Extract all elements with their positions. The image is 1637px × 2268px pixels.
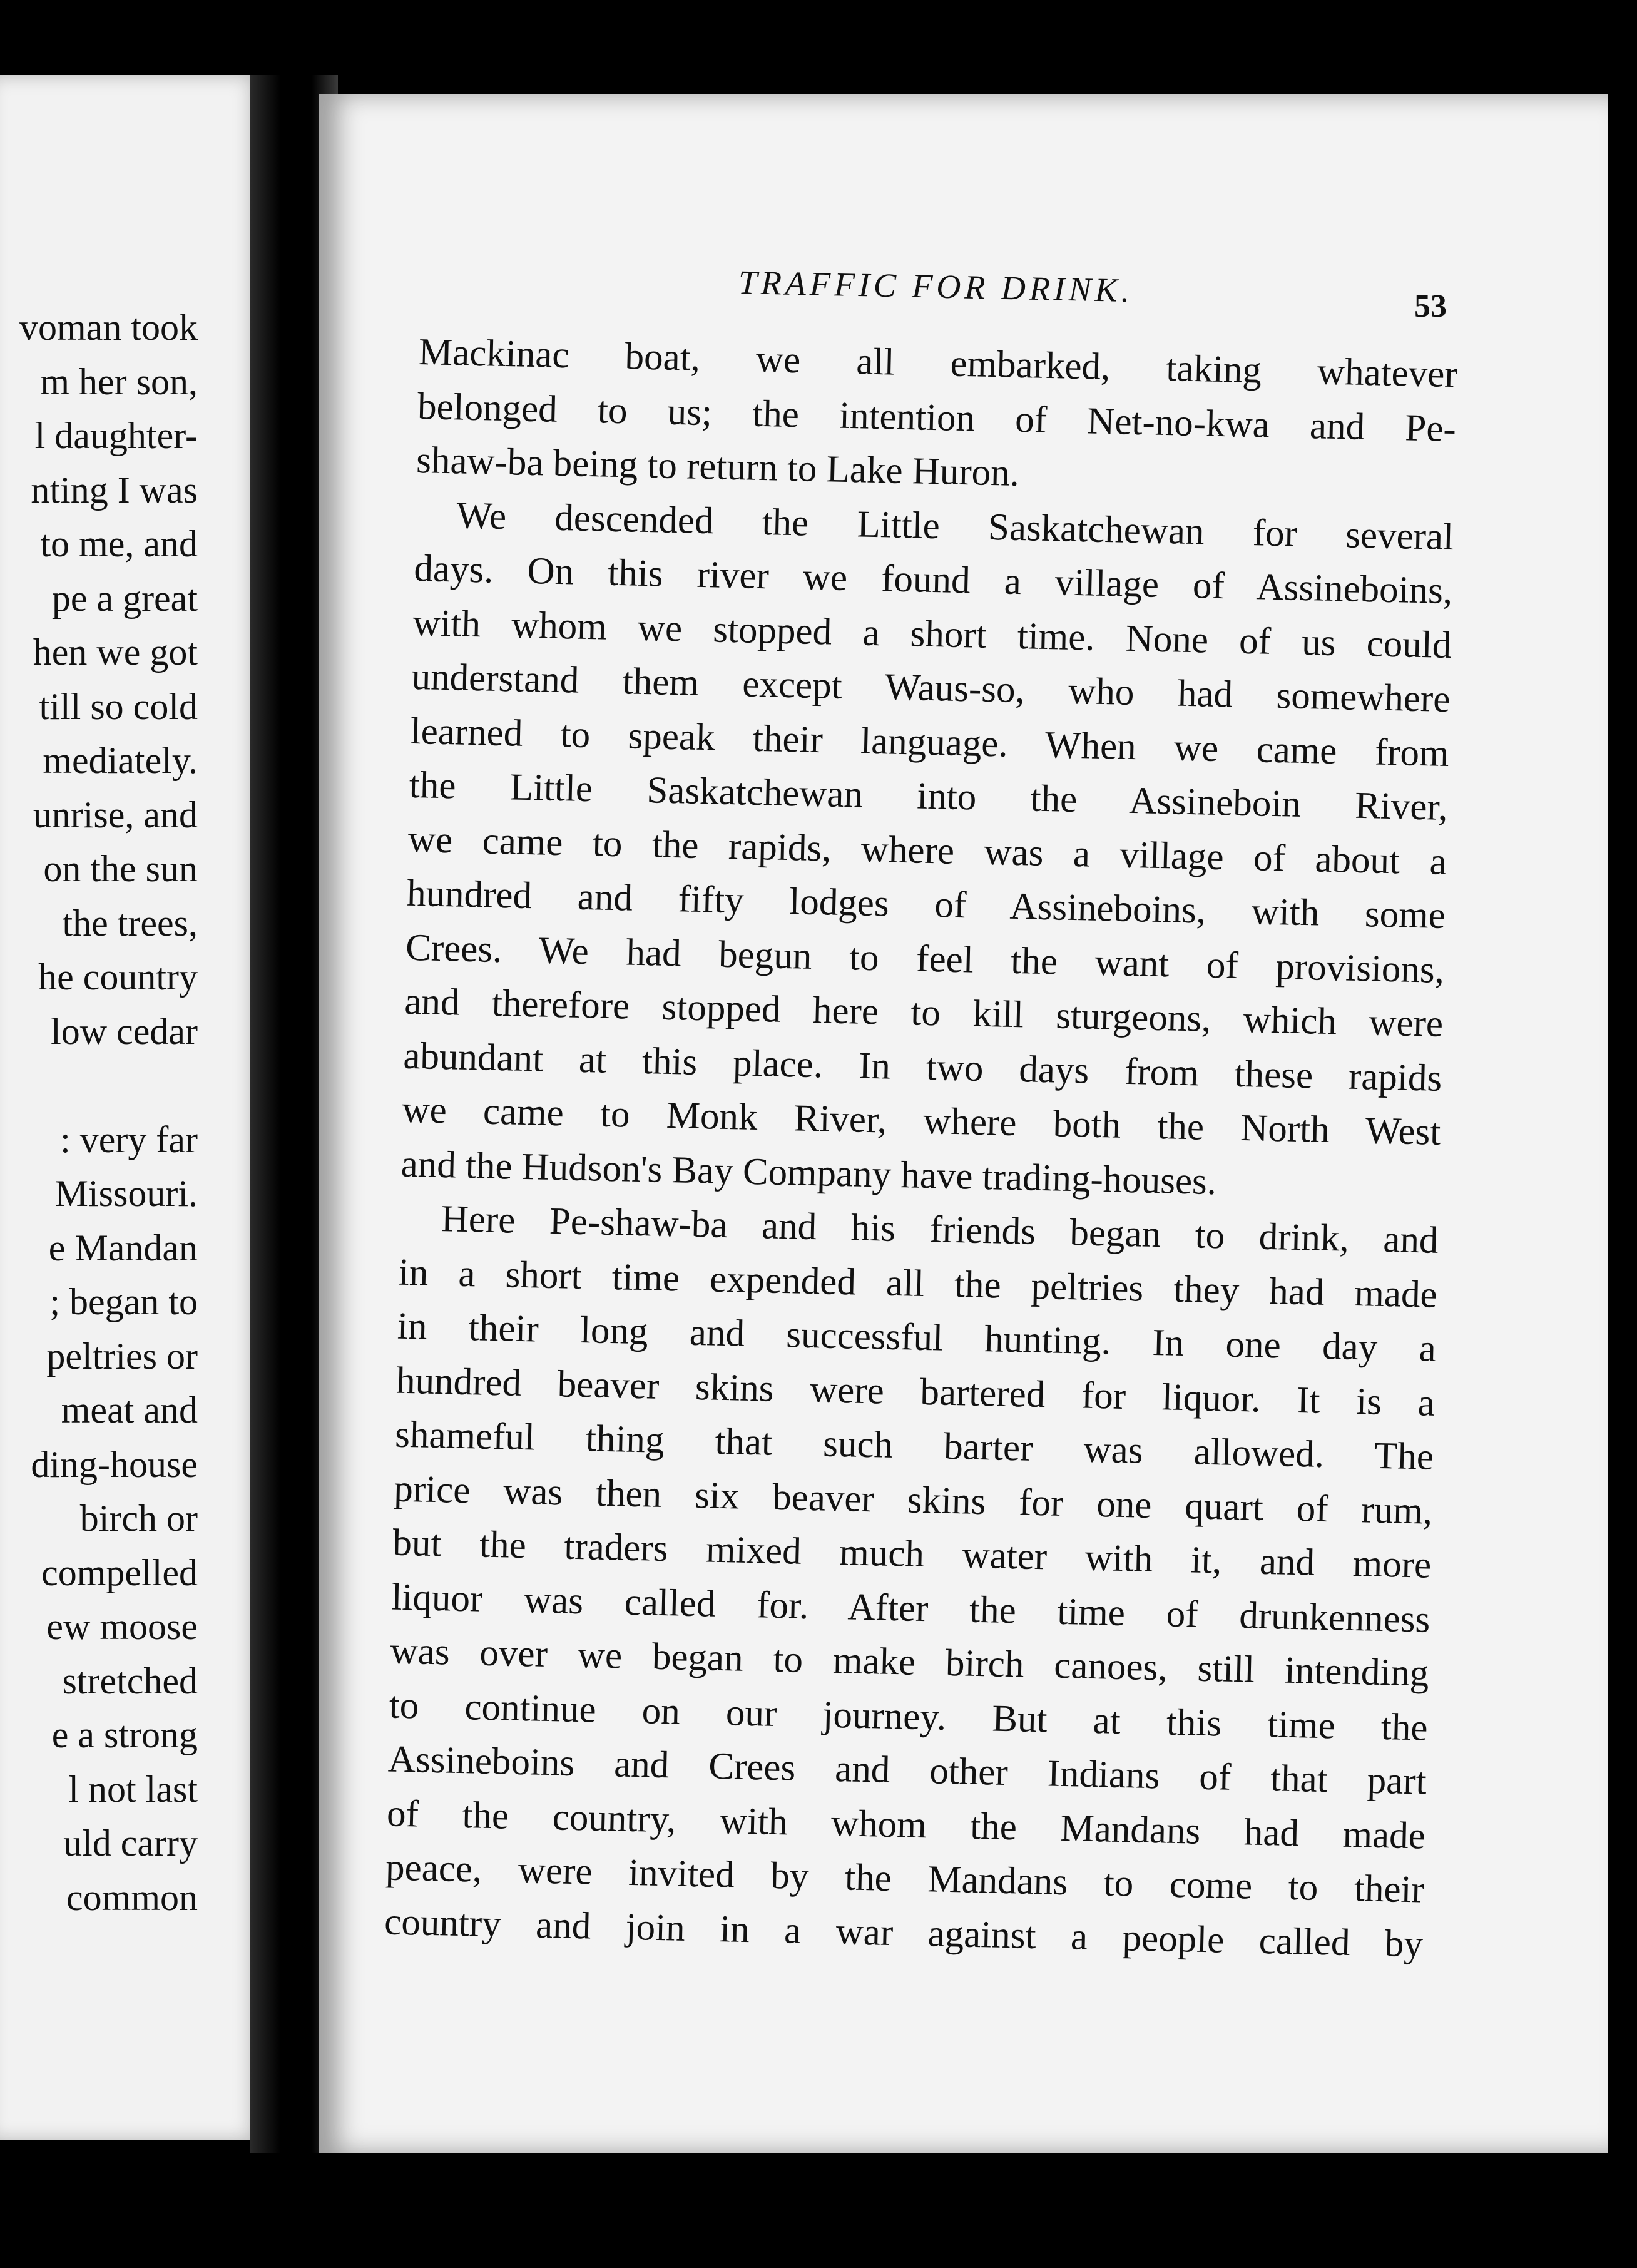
text-line: of the country, with whom the Mandans had made: [386, 1792, 1426, 1857]
left-page-line: meat and: [61, 1389, 198, 1431]
text-line: Assineboins and Crees and other Indians of that part: [387, 1738, 1427, 1803]
left-page-line: l daughter-: [34, 415, 198, 456]
left-page-line: e a strong: [51, 1714, 198, 1755]
page-number: 53: [1414, 289, 1447, 324]
left-page: [0, 75, 263, 2140]
scan-frame-bottom: [0, 2153, 1637, 2268]
text-line: country and join in a war against a people called by: [384, 1900, 1424, 1966]
running-head: TRAFFIC FOR DRINK.: [738, 263, 1134, 310]
left-page-line: compelled: [41, 1551, 198, 1593]
left-page-line: low cedar: [51, 1010, 198, 1052]
left-page-line: unrise, and: [33, 794, 198, 835]
text-line: to continue on our journey. But at this time the: [389, 1683, 1429, 1749]
left-page-line: common: [66, 1876, 198, 1918]
left-page-line: stretched: [62, 1660, 198, 1702]
left-page-line: ew moose: [46, 1606, 198, 1647]
text-line: hundred beaver skins were bartered for liquor. It is a: [395, 1359, 1436, 1424]
right-page: [319, 94, 1608, 2153]
left-page-line: m her son,: [40, 360, 198, 402]
text-line: was over we began to make birch canoes, still intending: [390, 1630, 1430, 1695]
left-page-line: e Mandan: [48, 1227, 198, 1269]
text-line: we came to Monk River, where both the North West: [401, 1088, 1441, 1153]
text-line: in their long and successful hunting. In one day a: [397, 1305, 1437, 1370]
text-line: shaw-ba being to return to Lake Huron.: [416, 439, 1020, 494]
left-page-line: mediately.: [43, 740, 198, 781]
left-page-line: to me, and: [40, 523, 198, 564]
left-page-line: voman took: [19, 307, 198, 348]
left-page-line: peltries or: [46, 1335, 198, 1377]
left-page-line: birch or: [79, 1498, 198, 1539]
text-line: with whom we stopped a short time. None of us could: [412, 601, 1452, 667]
text-line: we came to the rapids, where was a village of about a: [407, 818, 1447, 883]
left-page-line: Missouri.: [54, 1173, 198, 1214]
text-line: hundred and fifty lodges of Assineboins, with some: [406, 872, 1446, 937]
scan-frame-top: [0, 0, 1637, 56]
body-text: [384, 325, 1457, 1972]
text-line: belonged to us; the intention of Net-no-kwa and Pe-: [417, 385, 1457, 450]
left-page-line: : very far: [60, 1118, 198, 1160]
left-page-line: uld carry: [63, 1822, 198, 1864]
text-line: and the Hudson's Bay Company have trading-houses.: [400, 1143, 1217, 1203]
left-page-line: pe a great: [51, 577, 198, 619]
left-page-line: till so cold: [39, 685, 198, 727]
text-line: the Little Saskatchewan into the Assineboin River,: [409, 764, 1449, 829]
text-line: Mackinac boat, we all embarked, taking whatever: [418, 330, 1458, 396]
text-line: Here Pe-shaw-ba and his friends began to drink, and: [441, 1198, 1439, 1262]
text-line: Crees. We had begun to feel the want of provisions,: [405, 926, 1445, 991]
left-page-line: on the sun: [43, 848, 198, 889]
text-line: liquor was called for. After the time of drunkenness: [390, 1576, 1431, 1641]
left-page-line: nting I was: [31, 469, 198, 511]
left-page-line: l not last: [68, 1768, 198, 1810]
text-line: days. On this river we found a village of Assineboins,: [413, 547, 1453, 613]
text-line: abundant at this place. In two days from these rapids: [402, 1034, 1442, 1100]
left-page-line: hen we got: [33, 631, 198, 673]
text-line: learned to speak their language. When we came from: [410, 710, 1450, 775]
left-page-line: ding-house: [31, 1443, 198, 1485]
text-line: We descended the Little Saskatchewan for several: [456, 494, 1454, 558]
left-page-line: the trees,: [62, 902, 198, 944]
left-page-line: [19, 1058, 198, 1113]
text-line: shameful thing that such barter was allowed. The: [394, 1413, 1434, 1478]
text-line: understand them except Waus-so, who had somewhere: [411, 655, 1451, 721]
text-line: but the traders mixed much water with it, and more: [392, 1521, 1432, 1586]
left-page-text: [19, 300, 198, 1924]
text-line: and therefore stopped here to kill sturgeons, which were: [404, 980, 1444, 1045]
left-page-line: ; began to: [49, 1281, 198, 1322]
text-line: price was then six beaver skins for one quart of rum,: [393, 1468, 1433, 1533]
text-line: in a short time expended all the peltries they had made: [398, 1251, 1438, 1316]
text-line: peace, were invited by the Mandans to come to their: [385, 1846, 1425, 1911]
left-page-line: he country: [38, 956, 198, 998]
